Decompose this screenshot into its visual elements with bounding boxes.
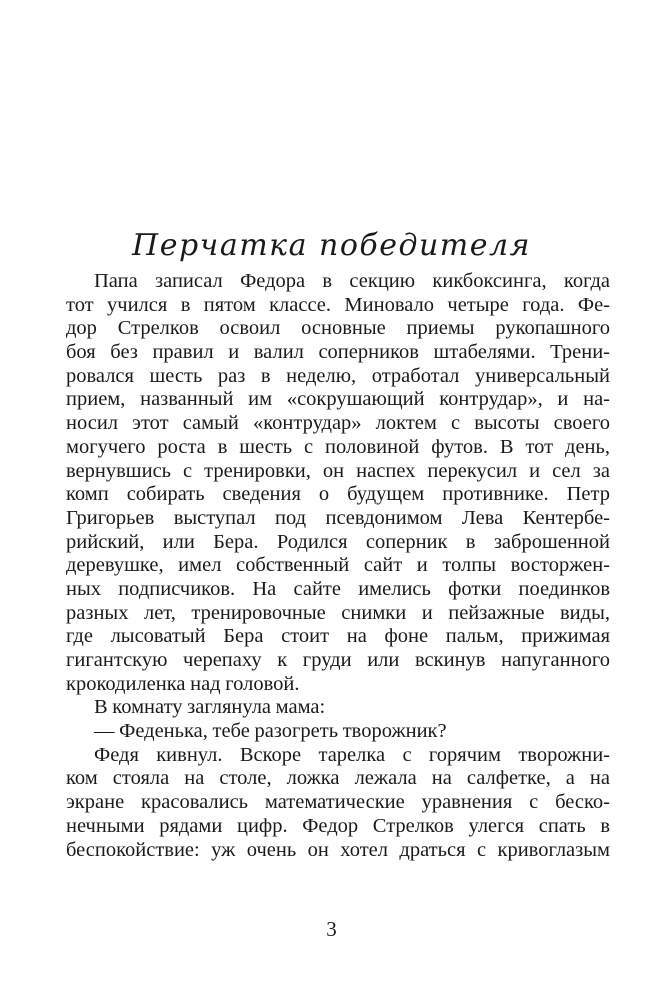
text-line: тот учился в пятом классе. Миновало четыре года. Фе- — [66, 293, 610, 316]
body-text — [66, 270, 610, 862]
text-line: Федя кивнул. Вскоре тарелка с горячим творожни- — [94, 743, 610, 766]
text-line: дор Стрелков освоил основные приемы рукопашного — [66, 317, 610, 340]
text-line: экране красовались математические уравнения с беско- — [66, 791, 610, 814]
text-line: беспокойствие: уж очень он хотел драться с кривоглазым — [66, 838, 610, 861]
text-line: где лысоватый Бера стоит на фоне пальм, прижимая — [66, 625, 610, 648]
chapter-title: Перчатка победителя — [132, 228, 531, 263]
text-line: — Феденька, тебе разогреть творожник? — [94, 720, 447, 743]
text-line: ком стояла на столе, ложка лежала на салфетке, а на — [66, 767, 610, 790]
page-number: 3 — [326, 917, 337, 941]
text-line: прием, названный им «сокрушающий контрудар», и на- — [66, 388, 610, 411]
text-line: вернувшись с тренировки, он наспех перекусил и сел за — [66, 459, 610, 482]
text-line: нечными рядами цифр. Федор Стрелков улегся спать в — [66, 814, 610, 837]
text-line: Папа записал Федора в секцию кикбоксинга, когда — [94, 270, 610, 292]
text-line: ровался шесть раз в неделю, отработал универсальный — [66, 364, 610, 387]
text-line: В комнату заглянула мама: — [94, 696, 326, 719]
text-line: носил этот самый «контрудар» локтем с высоты своего — [66, 412, 610, 435]
text-line: разных лет, тренировочные снимки и пейзажные виды, — [66, 601, 610, 624]
text-line: ных подписчиков. На сайте имелись фотки поединков — [66, 577, 610, 600]
text-line: Григорьев выступал под псевдонимом Лева Кентербе- — [66, 506, 610, 529]
text-line: комп собирать сведения о будущем противнике. Петр — [66, 483, 610, 506]
text-line: гигантскую черепаху к груди или вскинув напуганного — [66, 649, 610, 671]
text-line: деревушке, имел собственный сайт и толпы восторжен- — [66, 554, 610, 577]
text-line: могучего роста в шесть с половиной футов. В тот день, — [66, 435, 610, 458]
text-line: крокодиленка над головой. — [66, 672, 300, 695]
text-line: рийский, или Бера. Родился соперник в заброшенной — [66, 530, 610, 553]
text-line: боя без правил и валил соперников штабелями. Трени- — [66, 341, 610, 364]
